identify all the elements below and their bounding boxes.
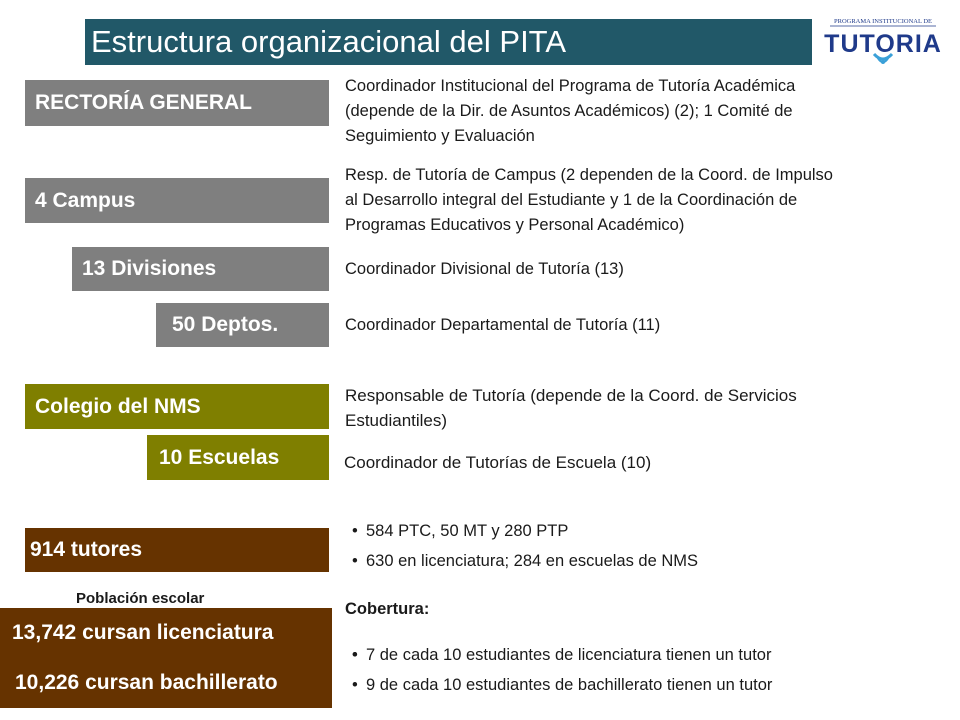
cobertura-list: • • 7 de cada 10 estudiantes de licenciatura tienen un tutor • 9 de cada 10 estudiantes de bachillerato tienen un tutor (352, 640, 772, 700)
licenciatura-box: 13,742 cursan licenciatura (0, 608, 332, 658)
poblacion-label: Población escolar (76, 590, 205, 607)
cobertura-heading: Cobertura: (345, 600, 430, 618)
campus-description: Resp. de Tutoría de Campus (2 dependen de la Coord. de Impulso al Desarrollo integral del Estudiante y 1 de la Coordinación de Programas Educativos y Personal Académico) (345, 166, 833, 234)
cobertura-item: 7 de cada 10 estudiantes de licenciatura tienen un tutor (366, 646, 772, 664)
colegio-nms-box: Colegio del NMS (25, 384, 329, 429)
tutores-item: 630 en licenciatura; 284 en escuelas de NMS (366, 552, 699, 570)
tutores-box: 914 tutores (25, 528, 329, 572)
campus-box: 4 Campus (25, 178, 329, 223)
tutoria-logo (822, 14, 944, 70)
deptos-box: 50 Deptos. (156, 303, 329, 347)
divisiones-description: Coordinador Divisional de Tutoría (13) (345, 260, 624, 278)
tutores-item: 584 PTC, 50 MT y 280 PTP (366, 522, 569, 540)
page-title: Estructura organizacional del PITA (85, 19, 812, 65)
escuelas-description: Coordinador de Tutorías de Escuela (10) (344, 453, 652, 472)
tutores-description (352, 516, 698, 576)
rectoria-description: Coordinador Institucional del Programa de Tutoría Académica (depende de la Dir. de Asuntos Académicos) (2); 1 Comité de Seguimiento y Evaluación (345, 77, 796, 145)
logo-main-text: TUTORIA (824, 30, 942, 58)
colegio-description: Responsable de Tutoría (depende de la Coord. de Servicios Estudiantiles) (345, 386, 797, 430)
divisiones-box: 13 Divisiones (72, 247, 329, 291)
rectoria-general-box: RECTORÍA GENERAL (25, 80, 329, 126)
bachillerato-box: 10,226 cursan bachillerato (0, 658, 332, 708)
logo-top-text: PROGRAMA INSTITUCIONAL DE (834, 18, 932, 25)
escuelas-box: 10 Escuelas (147, 435, 329, 480)
deptos-description: Coordinador Departamental de Tutoría (11) (345, 316, 661, 334)
cobertura-item: 9 de cada 10 estudiantes de bachillerato tienen un tutor (366, 676, 773, 694)
